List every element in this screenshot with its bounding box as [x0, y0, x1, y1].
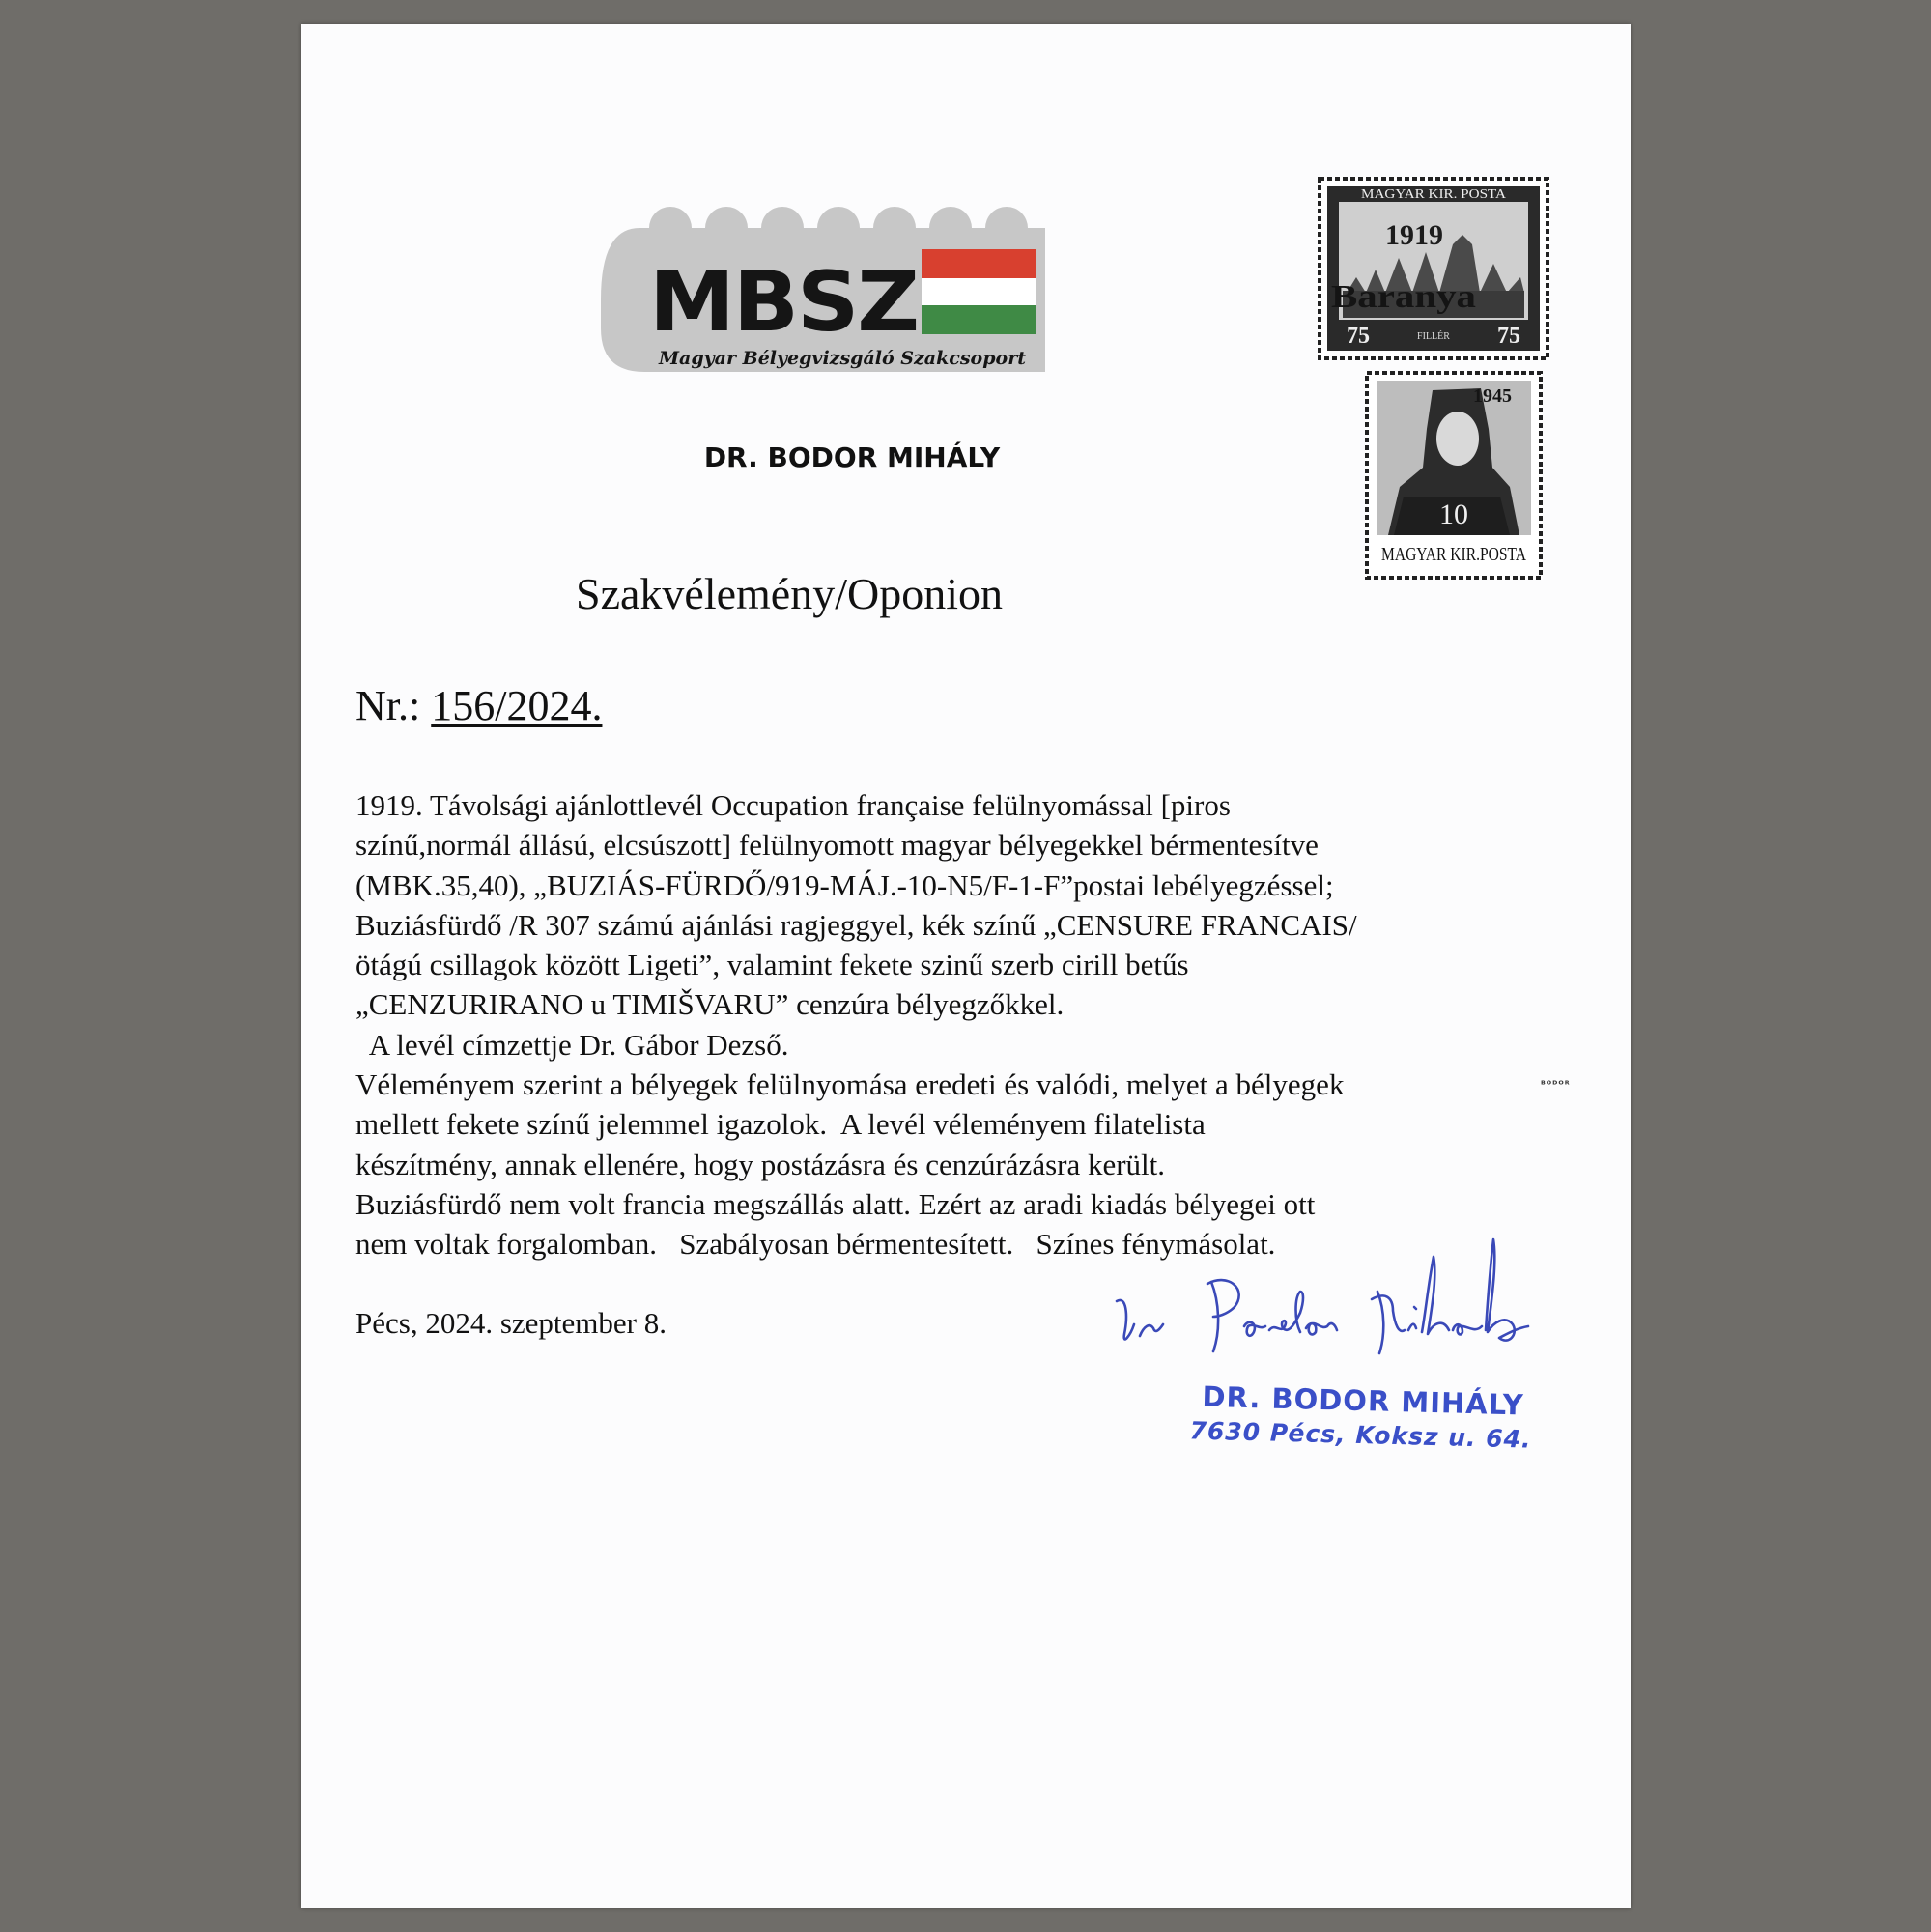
author-name: DR. BODOR MIHÁLY: [703, 441, 1001, 473]
text-line: mellett fekete színű jelemmel igazolok. A levél véleményem filatelista: [355, 1107, 1206, 1142]
stamp2-value: 10: [1439, 498, 1468, 530]
text-line: A levél címzettje Dr. Gábor Dezső.: [355, 1027, 789, 1062]
stamp1-value-left: 75: [1347, 324, 1370, 349]
stamp1-year: 1919: [1385, 219, 1443, 251]
stamp1-bottom: FILLÉR: [1417, 331, 1450, 342]
opinion-text: [355, 785, 1544, 1264]
stamp2-year: 1945: [1473, 385, 1512, 407]
logo-subtitle: Magyar Bélyegvizsgáló Szakcsoport: [657, 348, 1027, 369]
author-stamp: [1189, 1379, 1533, 1453]
stamp-image-portrait: [1365, 371, 1543, 580]
stamp2-footer: MAGYAR KIR.POSTA: [1381, 544, 1527, 565]
text-line: (MBK.35,40), „BUZIÁS-FÜRDŐ/919-MÁJ.-10-N5/F-1-F”postai lebélyegzéssel;: [355, 867, 1334, 902]
text-line: 1919. Távolsági ajánlottlevél Occupation française felülnyomással [piros: [355, 788, 1231, 822]
flag-white: [922, 278, 1036, 305]
text-line: nem voltak forgalomban. Szabályosan bérmentesített. Színes fénymásolat.: [355, 1227, 1276, 1262]
logo-acronym: MBSZ: [649, 254, 918, 351]
text-line: Véleményem szerint a bélyegek felülnyomása eredeti és valódi, melyet a bélyegek: [355, 1067, 1345, 1102]
stamp1-overprint: Baranya: [1331, 279, 1476, 315]
number-value: 156/2024.: [431, 682, 603, 729]
text-line: Buziásfürdő /R 307 számú ajánlási ragjeggyel, kék színű „CENSURE FRANCAIS/: [355, 907, 1357, 942]
text-line: ötágú csillagok között Ligeti”, valamint fekete szinű szerb cirill betűs: [355, 948, 1189, 982]
mbsz-logo: [601, 193, 1045, 396]
flag-green: [922, 305, 1036, 334]
flag-red: [922, 249, 1036, 278]
stamp-name: DR. BODOR MIHÁLY: [1202, 1379, 1525, 1422]
stamp-address: 7630 Pécs, Koksz u. 64.: [1189, 1416, 1532, 1454]
stamp1-header: MAGYAR KIR. POSTA: [1361, 187, 1507, 202]
text-line: Buziásfürdő nem volt francia megszállás alatt. Ezért az aradi kiadás bélyegei ott: [355, 1186, 1316, 1221]
document-number: [355, 681, 602, 730]
number-label: Nr.:: [355, 682, 421, 729]
text-line: színű,normál állású, elcsúszott] felülnyomott magyar bélyegekkel bérmentesítve: [355, 828, 1319, 863]
handwritten-signature: [1103, 1234, 1557, 1378]
document-title: Szakvélemény/Oponion: [576, 569, 1004, 618]
expert-mark: ᴮᴼᴰᴼᴿ: [1541, 1080, 1571, 1091]
stamp1-value-right: 75: [1497, 324, 1520, 349]
place-date: Pécs, 2024. szeptember 8.: [355, 1306, 667, 1340]
text-line: készítmény, annak ellenére, hogy postázásra és cenzúrázásra került.: [355, 1147, 1166, 1181]
text-line: „CENZURIRANO u TIMIŠVARU” cenzúra bélyegzőkkel.: [355, 987, 1065, 1022]
stamp-image-parliament: [1318, 177, 1549, 360]
certificate-page: [301, 24, 1631, 1908]
